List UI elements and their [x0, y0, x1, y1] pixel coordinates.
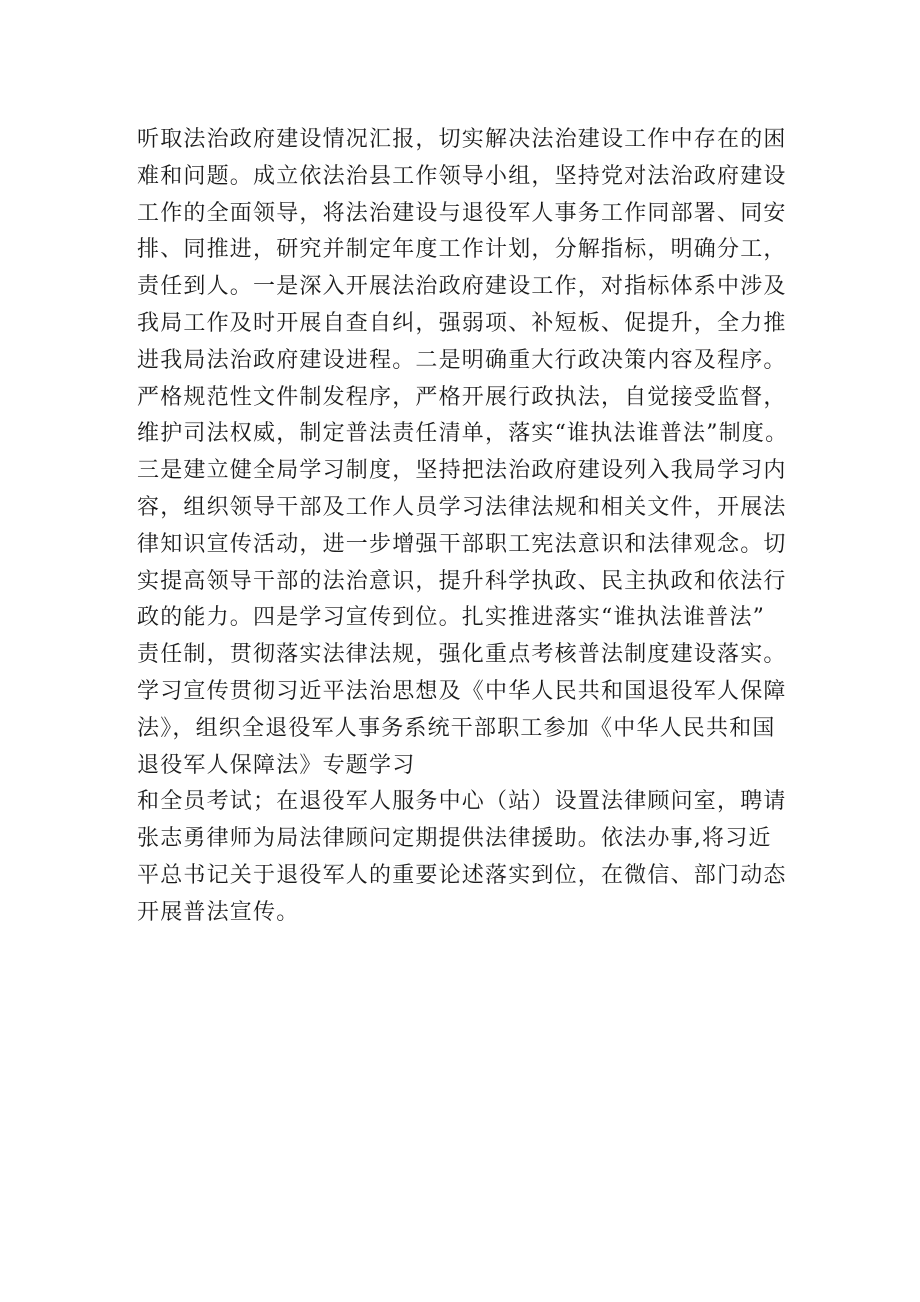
text-line: 严格规范性文件制发程序，严格开展行政执法，自觉接受监督，: [137, 384, 787, 410]
text-line: 政的能力。四是学习宣传到位。扎实推进落实“谁执法谁普法”: [137, 605, 766, 631]
text-line: 退役军人保障法》专题学习: [137, 752, 416, 778]
text-line: 排、同推进，研究并制定年度工作计划，分解指标，明确分工，: [137, 237, 787, 263]
text-line: 维护司法权威，制定普法责任清单，落实“谁执法谁普法”制度。: [137, 421, 789, 447]
text-line: 听取法治政府建设情况汇报，切实解决法治建设工作中存在的困: [137, 127, 787, 152]
text-line: 责任到人。一是深入开展法治政府建设工作，对指标体系中涉及: [137, 274, 787, 300]
text-line: 容，组织领导干部及工作人员学习法律法规和相关文件，开展法: [137, 494, 787, 520]
text-line: 律知识宣传活动，进一步增强干部职工宪法意识和法律观念。切: [137, 531, 787, 557]
text-line: 法》，组织全退役军人事务系统干部职工参加《中华人民共和国: [137, 715, 776, 741]
text-line: 开展普法宣传。: [137, 899, 300, 925]
text-line: 难和问题。成立依法治县工作领导小组，坚持党对法治政府建设: [137, 163, 787, 189]
text-line: 我局工作及时开展自查自纠，强弱项、补短板、促提升，全力推: [137, 310, 787, 336]
text-line: 平总书记关于退役军人的重要论述落实到位，在微信、部门动态: [137, 862, 787, 888]
text-line: 工作的全面领导，将法治建设与退役军人事务工作同部署、同安: [137, 200, 787, 226]
text-line: 进我局法治政府建设进程。二是明确重大行政决策内容及程序。: [137, 347, 787, 373]
text-line: 学习宣传贯彻习近平法治思想及《中华人民共和国退役军人保障: [137, 678, 787, 704]
body-text: [137, 122, 817, 932]
text-line: 责任制，贯彻落实法律法规，强化重点考核普法制度建设落实。: [137, 642, 787, 668]
text-line: 三是建立健全局学习制度，坚持把法治政府建设列入我局学习内: [137, 458, 787, 484]
text-line: 实提高领导干部的法治意识，提升科学执政、民主执政和依法行: [137, 568, 787, 594]
text-line: 和全员考试；在退役军人服务中心（站）设置法律顾问室，聘请: [137, 789, 787, 815]
text-line: 张志勇律师为局法律顾问定期提供法律援助。依法办事,将习近: [137, 826, 772, 852]
